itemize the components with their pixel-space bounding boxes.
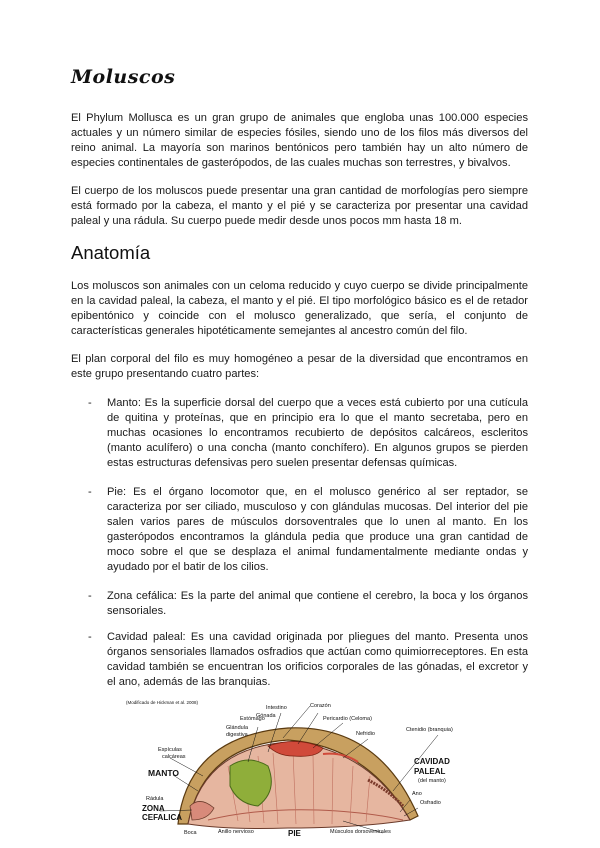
label-cefalica: CEFALICA bbox=[142, 813, 182, 822]
label-pericardio: Pericardio (Celoma) bbox=[323, 716, 372, 722]
label-osfradio: Osfradio bbox=[420, 800, 441, 806]
label-gonada: Gónada bbox=[256, 713, 276, 719]
label-paleal: PALEAL bbox=[414, 767, 446, 776]
list-item-text: Manto: Es la superficie dorsal del cuerpo que a veces está cubierto por una cutícula de quitina y proteínas, que en principio era lo que el manto secretaba, pero en muchas ocasiones lo encontramos recubierto de depósitos calcáreos, escleritos (manto aculífero) o una concha (manto conchífero). En algunos grupos se pierden estas estructuras defensivas pero suelen presentar defensas químicas. bbox=[107, 397, 528, 470]
list-dash: - bbox=[88, 590, 92, 602]
list-item-text: Pie: Es el órgano locomotor que, en el molusco genérico al ser reptador, se caracteriza por ser ciliado, musculoso y con glándulas mucosas. Del interior del pie salen varios pares de músculos dorsoventrales que lo unen al manto. En los gasterópodos encontramos la glándula pedia que produce una gran cantidad de moco sobre el que se desplaza el animal fundamentalmente mediante ondas y ayudado por el batir de los cilios. bbox=[107, 486, 528, 574]
anatomy-paragraph-2: El plan corporal del filo es muy homogéneo a pesar de la diversidad que encontramos en este grupo presentando cuatro partes: bbox=[71, 353, 528, 381]
label-pie: PIE bbox=[288, 829, 301, 838]
list-item-pie bbox=[88, 485, 528, 576]
label-glandula: Glándula bbox=[226, 725, 249, 731]
label-espiculas: Espículas bbox=[158, 747, 182, 753]
anatomy-heading: Anatomía bbox=[71, 242, 151, 263]
label-anillo-nervioso: Anillo nervioso bbox=[218, 829, 254, 835]
label-nefridio: Nefridio bbox=[356, 731, 375, 737]
label-musculos: Músculos dorsoventrales bbox=[330, 829, 391, 835]
anatomy-paragraph-1: Los moluscos son animales con un celoma reducido y cuyo cuerpo se divide principalmente en la cavidad paleal, la cabeza, el manto y el pié. El tipo morfológico básico es el de retador epibentónico y coincide con el molusco generalizado, que sería, el conjunto de características generales hipotéticamente semejantes al ancestro común del filo. bbox=[71, 280, 528, 338]
list-dash: - bbox=[88, 631, 92, 643]
label-estomago: Estómago bbox=[240, 716, 265, 722]
label-zona: ZONA bbox=[142, 804, 165, 813]
label-manto: MANTO bbox=[148, 768, 180, 778]
list-dash: - bbox=[88, 486, 92, 498]
intro-paragraph-1: El Phylum Mollusca es un gran grupo de animales que engloba unas 100.000 especies actuales y un número similar de especies fósiles, siendo uno de los filos más diversos del reino animal. La mayoría son marinos bentónicos pero también hay un alto número de especies continentales de gasterópodos, de las cuales muchas son terrestres, y bivalvos. bbox=[71, 112, 528, 170]
label-boca: Boca bbox=[184, 830, 197, 836]
label-cavidad: CAVIDAD bbox=[414, 757, 450, 766]
mollusc-anatomy-figure bbox=[118, 696, 488, 842]
list-item-cavidad-paleal bbox=[88, 630, 528, 690]
label-intestino: Intestino bbox=[266, 705, 287, 711]
label-digestiva: digestiva bbox=[226, 732, 248, 738]
list-item-text: Zona cefálica: Es la parte del animal que contiene el cerebro, la boca y los órganos sensoriales. bbox=[107, 590, 528, 618]
label-del-manto: (del manto) bbox=[418, 778, 446, 784]
mollusc-diagram bbox=[118, 696, 488, 842]
label-corazon: Corazón bbox=[310, 703, 331, 709]
list-dash: - bbox=[88, 397, 92, 409]
list-item-manto bbox=[88, 396, 528, 471]
label-radula: Rádula bbox=[146, 796, 164, 802]
figure-credit: (Modificado de Hickman et al. 2008) bbox=[126, 700, 199, 705]
page-title: Moluscos bbox=[71, 66, 176, 88]
intro-paragraph-2: El cuerpo de los moluscos puede presentar una gran cantidad de morfologías pero siempre está formado por la cabeza, el manto y el pié y se caracteriza por presentar una cavidad paleal y una rádula. Su cuerpo puede medir desde unos pocos mm hasta 18 m. bbox=[71, 185, 528, 228]
label-ano: Ano bbox=[412, 791, 422, 797]
list-item-zona-cefalica bbox=[88, 589, 528, 619]
label-ctenidio: Ctenidio (branquia) bbox=[406, 727, 453, 733]
list-item-text: Cavidad paleal: Es una cavidad originada por pliegues del manto. Presenta unos órganos sensoriales llamados osfradios que actúan como quimiorreceptores. En esta cavidad también se encuentran los orificios corporales de las gónadas, el excretor y el ano, además de las branquias. bbox=[107, 631, 528, 689]
label-calcareas: calcáreas bbox=[162, 754, 186, 760]
mollusc-illustration bbox=[178, 728, 418, 829]
